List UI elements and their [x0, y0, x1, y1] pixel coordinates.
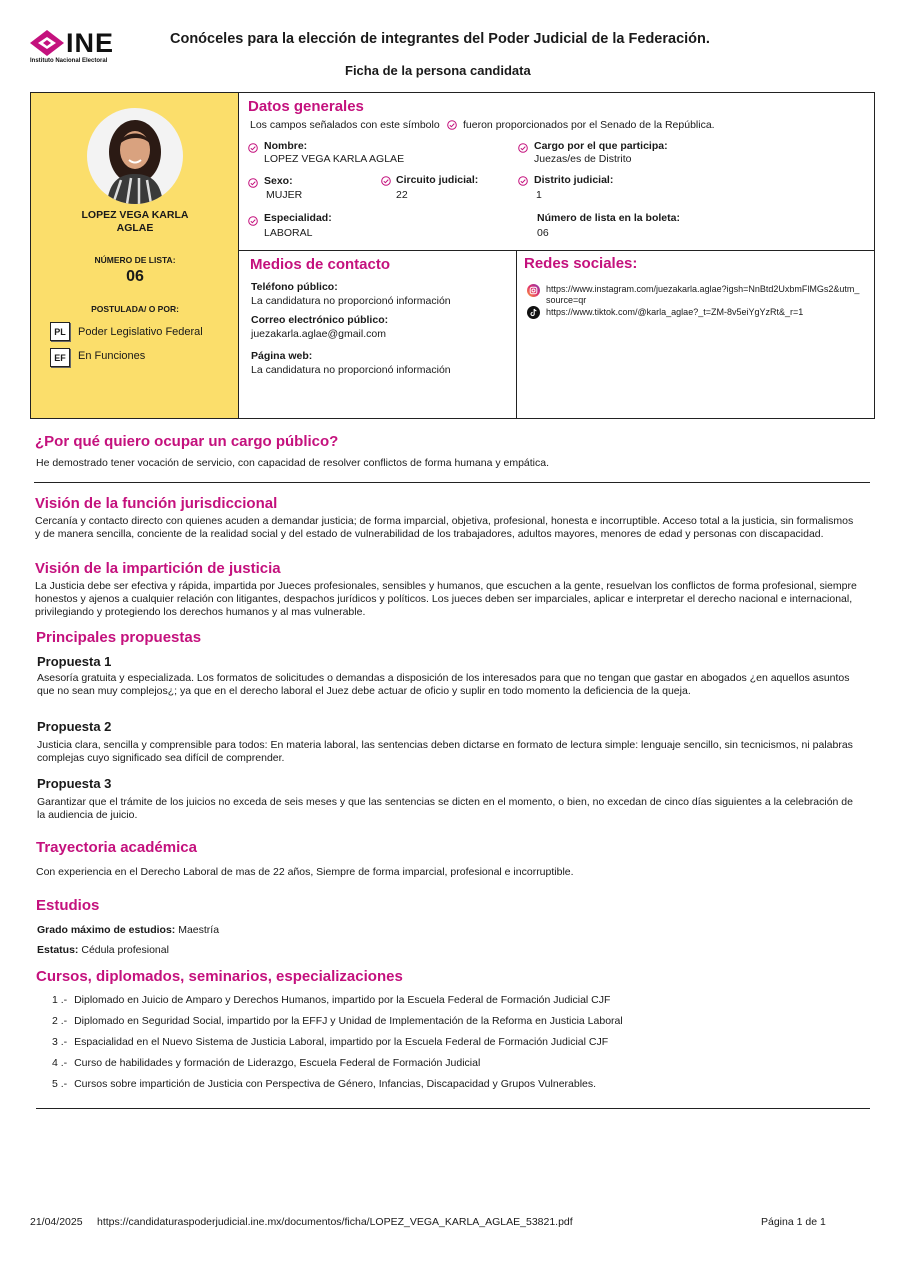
propuesta-2-title: Propuesta 2 [37, 719, 112, 734]
cursos-heading: Cursos, diplomados, seminarios, especializaciones [36, 968, 403, 985]
course-item [52, 994, 610, 1006]
circuito-label: Circuito judicial: [396, 174, 479, 186]
divider [34, 482, 870, 483]
distrito-label: Distrito judicial: [534, 174, 614, 186]
propuesta-1-text [37, 672, 877, 698]
vision-funcion-text [35, 515, 880, 541]
course-item [52, 1036, 608, 1048]
course-number: 1 .- [52, 994, 68, 1006]
boleta-label: Número de lista en la boleta: [537, 212, 680, 224]
page-subtitle: Ficha de la persona candidata [345, 63, 531, 78]
senado-check-icon [248, 216, 258, 226]
footer-url[interactable]: https://candidaturaspoderjudicial.ine.mx/documentos/ficha/LOPEZ_VEGA_KARLA_AGLAE_53821.pdf [97, 1216, 573, 1228]
course-number: 3 .- [52, 1036, 68, 1048]
text-line: honestos y ajenos a cualquier relación con litigantes, despachos jurídicos y políticos. Los jueces deben ser imparciales, aplicar e interpretar el derecho nacional e internacional, [35, 593, 853, 605]
propuesta-3-title: Propuesta 3 [37, 776, 112, 791]
estatus-value: Cédula profesional [81, 944, 169, 956]
course-text: Diplomado en Juicio de Amparo y Derechos Humanos, impartido por la Escuela Federal de Formación Judicial CJF [74, 994, 611, 1006]
candidate-name: LOPEZ VEGA KARLA AGLAE [81, 209, 189, 234]
instagram-icon [527, 284, 540, 297]
course-text: Curso de habilidades y formación de Liderazgo, Escuela Federal de Formación Judicial [74, 1057, 481, 1069]
text-line: Garantizar que el trámite de los juicios no exceda de seis meses y que las sentencias se dicten en el momento, o bien, no excedan de cinco días siguientes a la celebración de [37, 796, 853, 808]
porque-heading: ¿Por qué quiero ocupar un cargo público? [35, 433, 339, 450]
estatus-row [37, 944, 169, 957]
distrito-value: 1 [536, 189, 542, 201]
divider [238, 250, 875, 251]
list-number-label: NÚMERO DE LISTA: [94, 255, 176, 265]
course-number: 4 .- [52, 1057, 68, 1069]
vision-imparticion-heading: Visión de la impartición de justicia [35, 560, 281, 577]
course-text: Espacialidad en el Nuevo Sistema de Justicia Laboral, impartido por la Escuela Federal de Formación Judicial CJF [74, 1036, 609, 1048]
ine-logo-icon [30, 30, 64, 56]
text-line: Justicia clara, sencilla y comprensible para todos: En materia laboral, las sentencias deben dictarse en formato de lectura simple: lenguaje sencillo, sin tecnicismos, ni palabras [37, 739, 853, 751]
cargo-value: Juezas/es de Distrito [534, 153, 632, 165]
estatus-label: Estatus: [37, 944, 79, 956]
instagram-url-line[interactable]: source=qr [546, 295, 587, 305]
instagram-link[interactable] [546, 284, 859, 306]
footer-date: 21/04/2025 [30, 1216, 83, 1228]
trayectoria-text: Con experiencia en el Derecho Laboral de mas de 22 años, Siempre de forma imparcial, profesional e incorruptible. [36, 866, 574, 878]
senado-check-icon [518, 143, 528, 153]
senado-check-icon [381, 176, 391, 186]
postulation-label: Poder Legislativo Federal [78, 326, 203, 338]
correo-label: Correo electrónico público: [251, 314, 389, 326]
propuesta-2-text [37, 739, 877, 765]
propuestas-heading: Principales propuestas [36, 629, 202, 646]
senado-check-icon [248, 143, 258, 153]
senado-note: fueron proporcionados por el Senado de la República. [463, 119, 715, 131]
divider [36, 1108, 870, 1109]
tiktok-link[interactable]: https://www.tiktok.com/@karla_aglae?_t=ZM-8v5eiYgYzRt&_r=1 [546, 307, 804, 317]
contacto-heading: Medios de contacto [250, 256, 391, 273]
postulada-label: POSTULADA/ O POR: [91, 304, 179, 314]
course-number: 2 .- [52, 1015, 68, 1027]
vision-imparticion-text [35, 580, 880, 619]
logo-subtext: Instituto Nacional Electoral [30, 58, 108, 64]
text-line: y de manera sencilla, conciente de la realidad social y del estado de vulnerabilidad de los trabajadores, adultos mayores, menores de edad y personas con discapacidad. [35, 528, 824, 540]
list-number-value: 06 [126, 268, 144, 285]
course-number: 5 .- [52, 1078, 68, 1090]
nombre-value: LOPEZ VEGA KARLA AGLAE [264, 153, 405, 165]
course-item [52, 1015, 623, 1027]
course-text: Cursos sobre impartición de Justicia con Perspectiva de Género, Infancias, Discapacidad y Grupos Vulnerables. [74, 1078, 597, 1090]
logo-wordmark: INE [66, 28, 115, 58]
grado-row [37, 924, 219, 937]
boleta-value: 06 [537, 227, 549, 239]
redes-heading: Redes sociales: [524, 255, 638, 272]
text-line: Cercanía y contacto directo con quienes acuden a demandar justicia; de forma imparcial, objetiva, profesional, honesta e incorruptible. Acceso total a la justicia, sin formalismos [35, 515, 854, 527]
footer-page: Página 1 de 1 [761, 1216, 826, 1228]
nombre-label: Nombre: [264, 140, 308, 152]
text-line: La Justicia debe ser efectiva y rápida, impartida por Jueces profesionales, sensibles y humanos, que escuchen a la gente, resuelvan los conflictos de forma profesional, siempre [35, 580, 857, 592]
text-line: que no sean muy complejos¿; ya que en el derecho laboral el Juez debe actuar de oficio y suplir en todo momento la deficiencia de la queja. [37, 685, 691, 697]
course-item [52, 1078, 596, 1090]
text-line: la audiencia de juicio. [37, 809, 138, 821]
telefono-label: Teléfono público: [251, 281, 338, 293]
datos-generales-heading: Datos generales [248, 98, 364, 115]
page-title: Conóceles para la elección de integrantes del Poder Judicial de la Federación. [170, 31, 710, 47]
senado-check-icon [518, 176, 528, 186]
sexo-value: MUJER [266, 189, 303, 201]
web-label: Página web: [251, 350, 313, 362]
circuito-value: 22 [396, 189, 408, 201]
senado-check-icon [447, 120, 457, 130]
tiktok-icon [527, 306, 540, 319]
course-text: Diplomado en Seguridad Social, impartido por la EFFJ y Unidad de Implementación de la Reforma en Justicia Laboral [74, 1015, 623, 1027]
vision-funcion-heading: Visión de la función jurisdiccional [35, 495, 278, 512]
propuesta-3-text [37, 796, 877, 822]
postulation-label: En Funciones [78, 350, 146, 362]
correo-value[interactable]: juezakarla.aglae@gmail.com [251, 328, 386, 340]
telefono-value: La candidatura no proporcionó información [251, 295, 451, 307]
course-item [52, 1057, 480, 1069]
web-value: La candidatura no proporcionó información [251, 364, 451, 376]
text-line: complejas cuyo significado sea difícil de comprender. [37, 752, 285, 764]
grado-label: Grado máximo de estudios: [37, 924, 176, 936]
propuesta-1-title: Propuesta 1 [37, 654, 112, 669]
senado-note: Los campos señalados con este símbolo [250, 119, 440, 131]
badge-pl: PL [50, 322, 70, 341]
trayectoria-heading: Trayectoria académica [36, 839, 197, 856]
candidate-photo [87, 108, 183, 204]
grado-value: Maestría [178, 924, 220, 936]
estudios-heading: Estudios [36, 897, 100, 914]
divider [516, 250, 517, 419]
especialidad-value: LABORAL [264, 227, 313, 239]
sexo-label: Sexo: [264, 175, 293, 187]
senado-check-icon [248, 178, 258, 188]
porque-text: He demostrado tener vocación de servicio, con capacidad de resolver conflictos de forma humana y empática. [36, 457, 550, 469]
text-line: privilegiando y protegiendo los derechos humanos y al mas vulnerable. [35, 606, 366, 618]
badge-ef: EF [50, 348, 70, 367]
instagram-url-line[interactable]: https://www.instagram.com/juezakarla.aglae?igsh=NnBtd2UxbmFlMGs2&utm_ [546, 284, 860, 294]
text-line: Asesoría gratuita y especializada. Los formatos de solicitudes o demandas a disposición de los interesados para que no tengan que gastar en abogados ¿en aquellos asuntos [37, 672, 850, 684]
cargo-label: Cargo por el que participa: [534, 140, 668, 152]
especialidad-label: Especialidad: [264, 212, 332, 224]
